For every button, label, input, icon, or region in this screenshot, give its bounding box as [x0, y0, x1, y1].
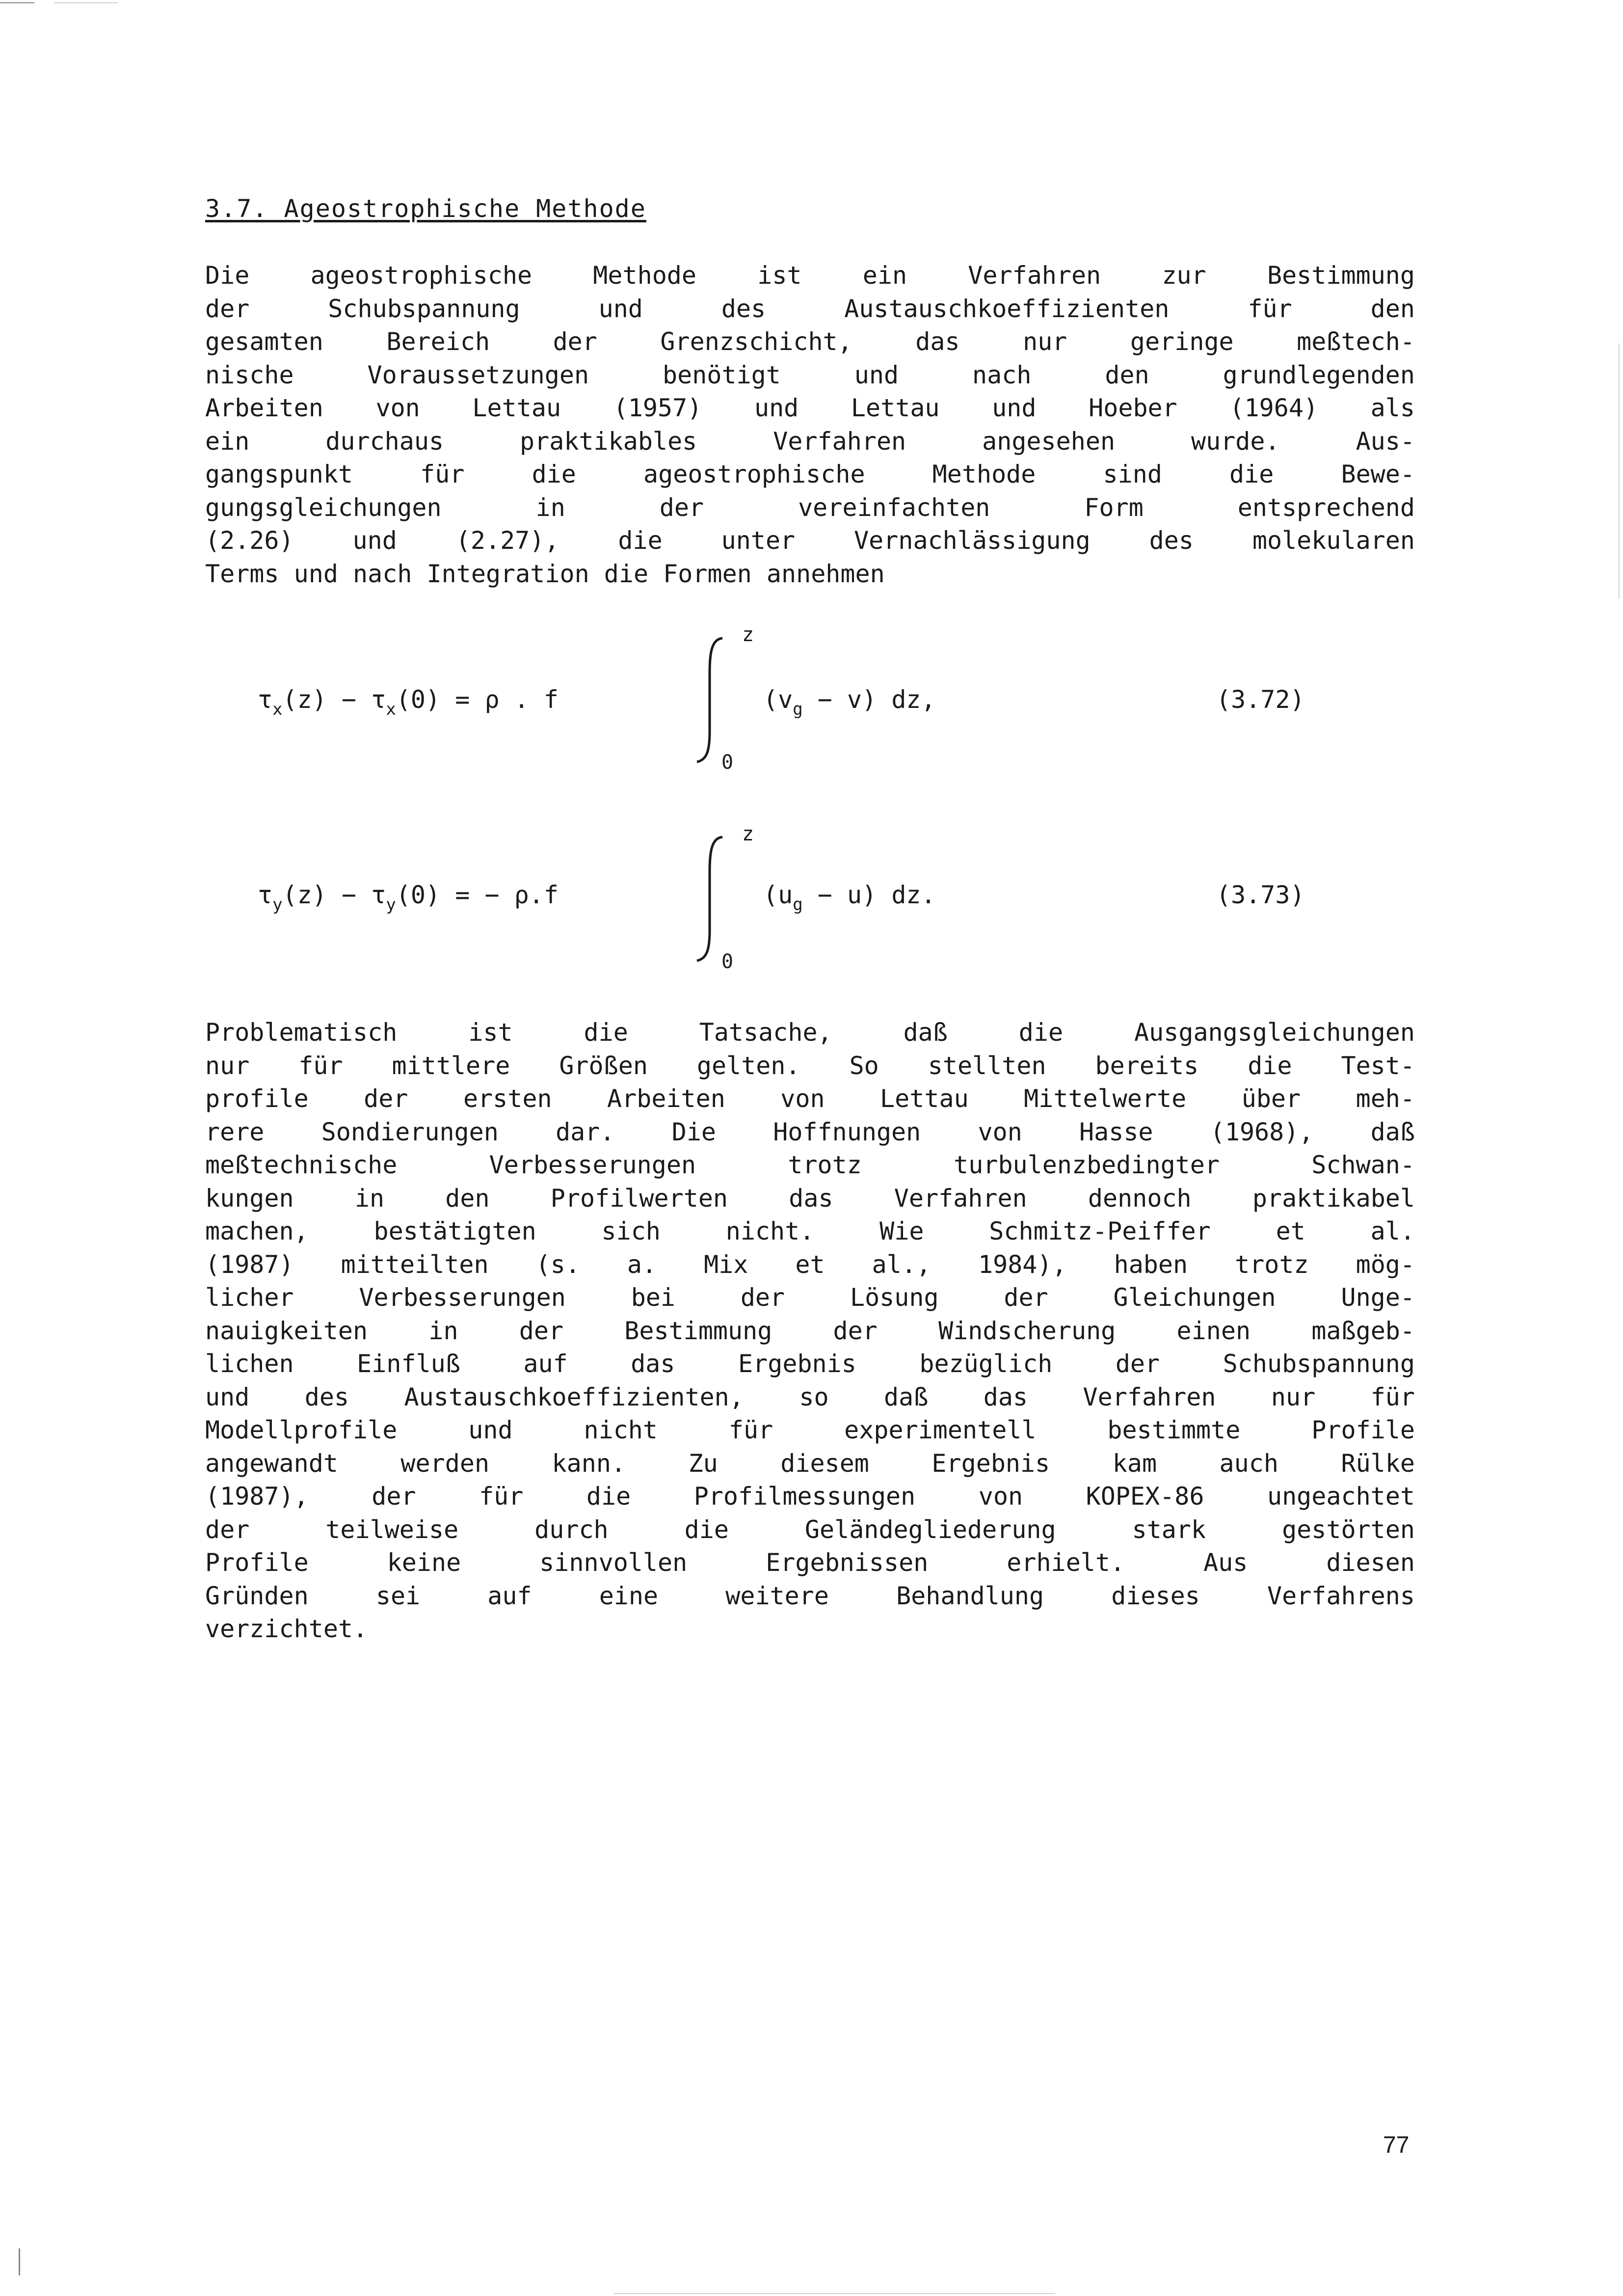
equation-number: (3.72)	[1216, 685, 1305, 714]
paragraph-discussion	[205, 1016, 1415, 1646]
subscript: y	[386, 895, 396, 915]
lhs-text: (z) −	[282, 881, 372, 909]
text-line: Gründen sei auf eine weitere Behandlung dieses Verfahrens	[205, 1581, 1415, 1610]
text-line: (1987), der für die Profilmessungen von KOPEX-86 ungeachtet	[205, 1482, 1415, 1511]
tau-symbol: τ	[371, 685, 386, 714]
scan-artifact-top	[0, 2, 1623, 3]
lhs-text: (0) =	[396, 881, 485, 909]
tau-symbol: τ	[258, 881, 273, 909]
text-line: Arbeiten von Lettau (1957) und Lettau und Hoeber (1964) als	[205, 394, 1415, 422]
text-line: lichen Einfluß auf das Ergebnis bezüglich der Schubspannung	[205, 1350, 1415, 1378]
text-line: kungen in den Profilwerten das Verfahren dennoch praktikabel	[205, 1184, 1415, 1213]
lower-limit: 0	[721, 950, 734, 973]
paragraph-intro	[205, 259, 1415, 591]
text-line: nische Voraussetzungen benötigt und nach den grundlegenden	[205, 360, 1415, 389]
equation-factor: − ρ.f	[484, 881, 559, 909]
tau-symbol: τ	[371, 881, 386, 909]
upper-limit: z	[742, 823, 754, 845]
equation-integrand	[763, 685, 936, 719]
section-title: Ageostrophische Methode	[284, 194, 646, 223]
text-line: nur für mittlere Größen gelten. So stellten bereits die Test-	[205, 1051, 1415, 1080]
integrand-text: (u	[763, 881, 793, 909]
text-line: Terms und nach Integration die Formen annehmen	[205, 559, 885, 588]
subscript: y	[272, 895, 283, 915]
text-line: profile der ersten Arbeiten von Lettau Mittelwerte über meh-	[205, 1084, 1415, 1113]
equation-factor: ρ . f	[484, 685, 559, 714]
integrand-text: − u) dz.	[802, 881, 936, 909]
text-line: verzichtet.	[205, 1615, 368, 1643]
text-line: machen, bestätigten sich nicht. Wie Schmitz-Peiffer et al.	[205, 1217, 1415, 1245]
lower-limit: 0	[721, 751, 734, 774]
integral-sign-icon	[692, 832, 731, 965]
tau-symbol: τ	[258, 685, 273, 714]
text-line: nauigkeiten in der Bestimmung der Windscherung einen maßgeb-	[205, 1316, 1415, 1345]
equation-number: (3.73)	[1216, 881, 1305, 909]
subscript: g	[793, 700, 803, 719]
text-line: (2.26) und (2.27), die unter Vernachlässigung des molekularen	[205, 526, 1415, 555]
section-number: 3.7.	[205, 194, 268, 223]
text-line: Modellprofile und nicht für experimentell bestimmte Profile	[205, 1416, 1415, 1444]
text-line: angewandt werden kann. Zu diesem Ergebnis kam auch Rülke	[205, 1449, 1415, 1478]
text-line: rere Sondierungen dar. Die Hoffnungen von Hasse (1968), daß	[205, 1117, 1415, 1146]
page-number: 77	[1383, 2132, 1410, 2158]
integrand-text: − v) dz,	[802, 685, 936, 714]
text-line: und des Austauschkoeffizienten, so daß das Verfahren nur für	[205, 1382, 1415, 1411]
upper-limit: z	[742, 623, 754, 646]
section-heading	[205, 194, 646, 223]
subscript: x	[272, 700, 283, 719]
text-line: gesamten Bereich der Grenzschicht, das nur geringe meßtech-	[205, 327, 1415, 356]
text-line: gangspunkt für die ageostrophische Methode sind die Bewe-	[205, 460, 1415, 488]
lhs-text: (z) −	[282, 685, 372, 714]
subscript: g	[793, 895, 803, 915]
scan-artifact-right	[1619, 344, 1620, 599]
text-line: ein durchaus praktikables Verfahren angesehen wurde. Aus-	[205, 427, 1415, 456]
text-line: meßtechnische Verbesserungen trotz turbulenzbedingter Schwan-	[205, 1151, 1415, 1179]
text-line: der Schubspannung und des Austauschkoeffizienten für den	[205, 294, 1415, 323]
text-line: gungsgleichungen in der vereinfachten Form entsprechend	[205, 493, 1415, 522]
integral-sign-icon	[692, 633, 731, 766]
scan-artifact-bottom	[613, 2293, 1055, 2294]
text-line: (1987) mitteilten (s. a. Mix et al., 1984), haben trotz mög-	[205, 1250, 1415, 1279]
lhs-text: (0) =	[396, 685, 485, 714]
scan-artifact-left	[19, 2248, 20, 2275]
equation-integrand	[763, 881, 936, 915]
integrand-text: (v	[763, 685, 793, 714]
text-line: Problematisch ist die Tatsache, daß die Ausgangsgleichungen	[205, 1018, 1415, 1047]
text-line: der teilweise durch die Geländegliederung stark gestörten	[205, 1515, 1415, 1544]
equation-lhs	[258, 881, 559, 915]
equation-lhs	[258, 685, 559, 719]
subscript: x	[386, 700, 396, 719]
text-line: Die ageostrophische Methode ist ein Verfahren zur Bestimmung	[205, 261, 1415, 290]
text-line: licher Verbesserungen bei der Lösung der Gleichungen Unge-	[205, 1283, 1415, 1312]
text-line: Profile keine sinnvollen Ergebnissen erhielt. Aus diesen	[205, 1548, 1415, 1577]
